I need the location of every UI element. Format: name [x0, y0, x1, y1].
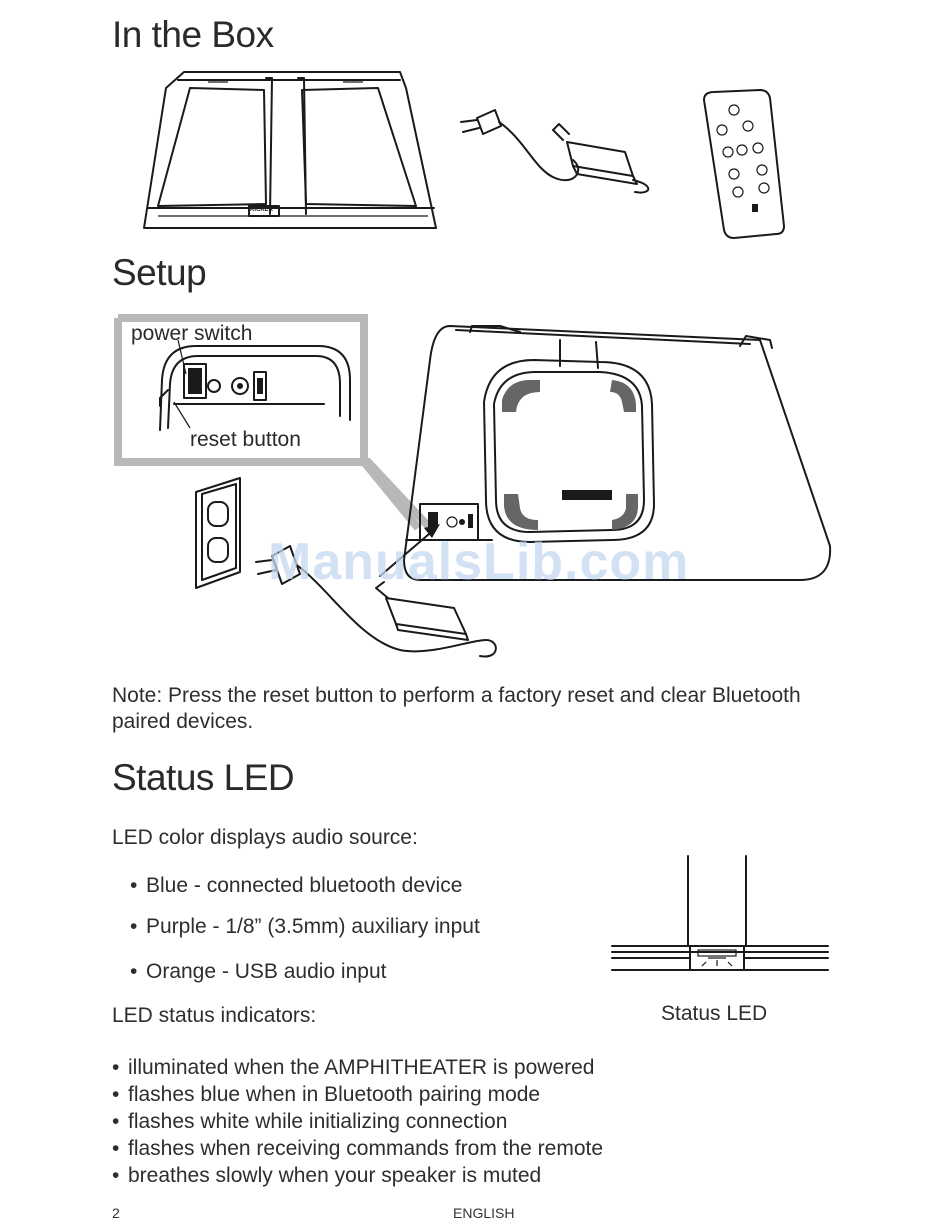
led-color-item: • Blue - connected bluetooth device	[130, 874, 463, 897]
page-number: 2	[112, 1205, 120, 1221]
setup-note-line-1: Note: Press the reset button to perform a factory reset and clear Bluetooth	[112, 684, 801, 707]
led-status-heading: LED status indicators:	[112, 1004, 317, 1027]
footer-language: ENGLISH	[453, 1205, 515, 1221]
led-status-text: flashes blue when in Bluetooth pairing mode	[128, 1083, 541, 1106]
brand-badge: KICKER	[250, 207, 274, 213]
led-color-intro: LED color displays audio source:	[112, 826, 418, 849]
led-status-item: • flashes blue when in Bluetooth pairing mode	[112, 1083, 541, 1106]
setup-note-line-2: paired devices.	[112, 710, 254, 733]
watermark: ManualsLib.com	[268, 533, 690, 591]
section-title-status-led: Status LED	[112, 757, 295, 798]
led-color-item: • Purple - 1/8” (3.5mm) auxiliary input	[130, 915, 480, 938]
status-led-illustration	[610, 854, 832, 980]
led-color-text: Blue - connected bluetooth device	[146, 874, 463, 897]
led-color-text: Purple - 1/8” (3.5mm) auxiliary input	[146, 915, 480, 938]
led-status-item: • flashes when receiving commands from the remote	[112, 1137, 604, 1160]
led-status-text: flashes when receiving commands from the remote	[128, 1137, 604, 1160]
led-status-text: illuminated when the AMPHITHEATER is powered	[128, 1056, 595, 1079]
status-led-figure-label: Status LED	[661, 1002, 768, 1025]
led-status-text: breathes slowly when your speaker is muted	[128, 1164, 542, 1187]
led-status-item: • illuminated when the AMPHITHEATER is powered	[112, 1056, 595, 1079]
callout-label-power-switch: power switch	[131, 322, 253, 345]
section-title-in-the-box: In the Box	[112, 14, 274, 55]
led-color-item: • Orange - USB audio input	[130, 960, 387, 983]
section-title-setup: Setup	[112, 252, 207, 293]
led-status-item: • flashes white while initializing connection	[112, 1110, 508, 1133]
led-status-item: • breathes slowly when your speaker is muted	[112, 1164, 542, 1187]
led-color-text: Orange - USB audio input	[146, 960, 387, 983]
led-status-text: flashes white while initializing connection	[128, 1110, 508, 1133]
callout-label-reset-button: reset button	[190, 428, 301, 451]
